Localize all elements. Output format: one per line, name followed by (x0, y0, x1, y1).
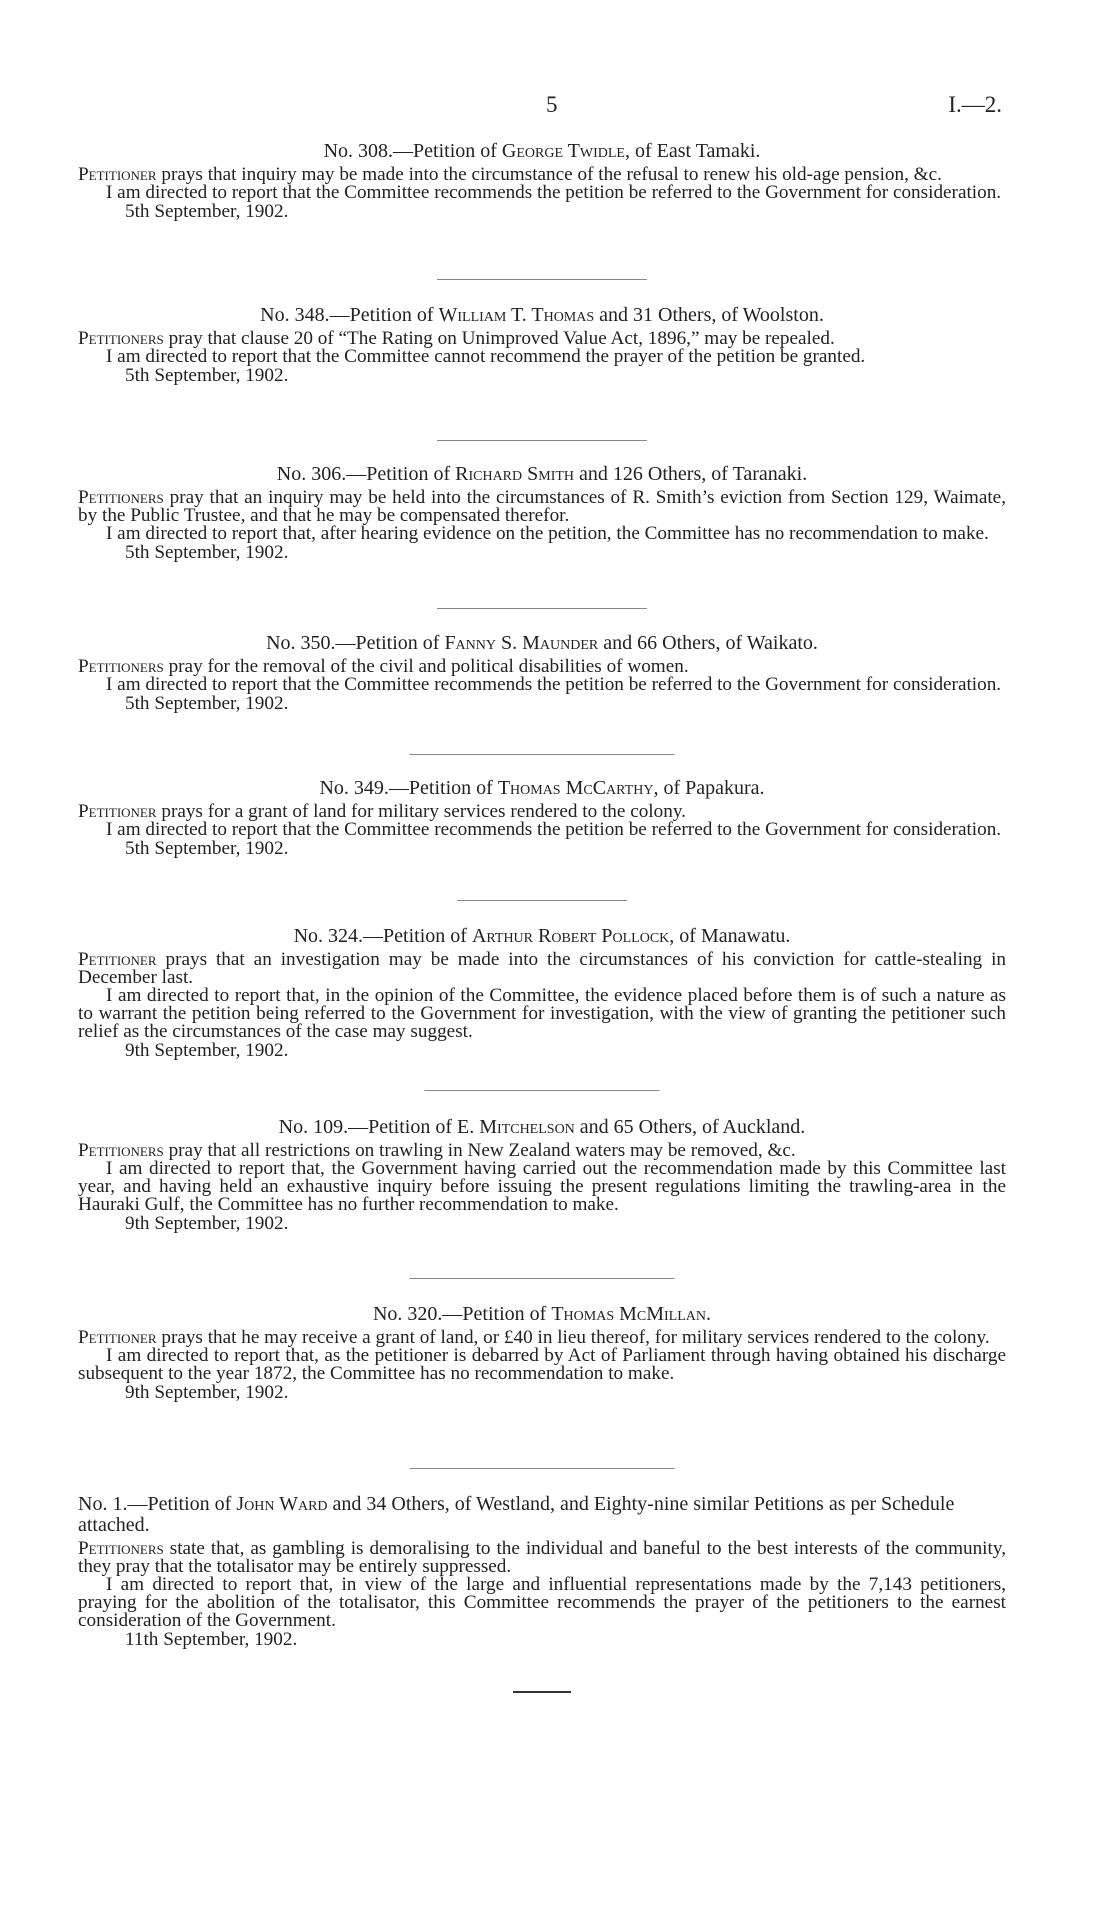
section-divider (437, 279, 647, 280)
petitioner-name: Thomas McMillan (551, 1303, 707, 1325)
petition-prayer: Petitioner prays that he may receive a grant of land, or £40 in lieu thereof, for military services rendered to the colony. (78, 1327, 990, 1348)
petition-entry (78, 1494, 1006, 1649)
petition-heading: No. 350.—Petition of Fanny S. Maunder and 66 Others, of Waikato. (266, 632, 818, 654)
petition-entry (78, 778, 1006, 858)
committee-report: I am directed to report that, the Government having carried out the recommendation made by this Committee last year, and having held an exhaustive inquiry before issuing the present regulations limiting the trawling-area in the Hauraki Gulf, the Committee has no further recommendation to make. (78, 1158, 1006, 1215)
section-divider (425, 1090, 660, 1091)
petition-heading: No. 324.—Petition of Arthur Robert Pollock, of Manawatu. (293, 925, 791, 947)
petition-heading: No. 320.—Petition of Thomas McMillan. (372, 1303, 712, 1325)
petition-heading: No. 308.—Petition of George Twidle, of East Tamaki. (323, 140, 761, 162)
petition-prayer: Petitioner prays that an investigation may be made into the circumstances of his conviction for cattle-stealing in December last. (78, 949, 1006, 988)
committee-report: I am directed to report that, as the petitioner is debarred by Act of Parliament through having obtained his discharge subsequent to the year 1872, the Committee has no recommendation to make. (78, 1345, 1006, 1384)
petition-prayer: Petitioner prays that inquiry may be made into the circumstance of the refusal to renew his old-age pension, &c. (78, 164, 942, 185)
petition-heading: No. 1.—Petition of John Ward and 34 Others, of Westland, and Eighty-nine similar Petitions as per Schedule attached. (78, 1493, 955, 1536)
petitioner-name: E. Mitchelson (457, 1116, 575, 1138)
petitioner-name: Thomas McCarthy (497, 777, 654, 799)
petition-heading: No. 306.—Petition of Richard Smith and 126 Others, of Taranaki. (276, 463, 808, 485)
petition-entry (78, 305, 1006, 385)
petition-prayer: Petitioners state that, as gambling is demoralising to the individual and baneful to the best interests of the community, they pray that the totalisator may be entirely suppressed. (78, 1538, 1006, 1577)
petition-heading: No. 349.—Petition of Thomas McCarthy, of Papakura. (319, 777, 765, 799)
petition-entry (78, 1117, 1006, 1233)
section-divider (410, 1468, 675, 1469)
document-page (78, 0, 1006, 1913)
petitioner-name: Fanny S. Maunder (444, 632, 599, 654)
petitioner-name: George Twidle (501, 140, 625, 162)
petition-heading: No. 348.—Petition of William T. Thomas and 31 Others, of Woolston. (260, 304, 824, 326)
end-rule (513, 1691, 571, 1693)
committee-report: I am directed to report that the Committee recommends the petition be referred to the Government for consideration. (106, 182, 1002, 203)
report-date: 5th September, 1902. (125, 542, 289, 563)
petition-entry (78, 633, 1006, 713)
committee-report: I am directed to report that the Committee cannot recommend the prayer of the petition be granted. (106, 346, 866, 367)
page-number: 5 (546, 92, 558, 117)
report-date: 9th September, 1902. (125, 1213, 289, 1234)
petitioner-name: John Ward (236, 1493, 328, 1515)
committee-report: I am directed to report that, in view of the large and influential representations made by the 7,143 petitioners, praying for the abolition of the totalisator, this Committee recommends the prayer of the petitioners to the earnest consideration of the Government. (78, 1574, 1006, 1631)
petition-entry (78, 1304, 1006, 1402)
petition-entry (78, 141, 1006, 221)
petitioner-name: William T. Thomas (438, 304, 595, 326)
petition-prayer: Petitioners pray that all restrictions on trawling in New Zealand waters may be removed, &c. (78, 1140, 796, 1161)
report-date: 5th September, 1902. (125, 838, 289, 859)
section-divider (437, 440, 647, 441)
committee-report: I am directed to report that the Committee recommends the petition be referred to the Government for consideration. (106, 674, 1002, 695)
section-divider (410, 1278, 675, 1279)
section-divider (437, 608, 647, 609)
report-date: 5th September, 1902. (125, 365, 289, 386)
document-reference: I.—2. (948, 92, 1002, 117)
committee-report: I am directed to report that, after hearing evidence on the petition, the Committee has no recommendation to make. (106, 523, 989, 544)
petitioner-name: Arthur Robert Pollock (471, 925, 670, 947)
section-divider (410, 754, 675, 755)
report-date: 9th September, 1902. (125, 1040, 289, 1061)
petition-prayer: Petitioners pray that clause 20 of “The Rating on Unimproved Value Act, 1896,” may be repealed. (78, 328, 835, 349)
report-date: 5th September, 1902. (125, 693, 289, 714)
petition-prayer: Petitioners pray that an inquiry may be held into the circumstances of R. Smith’s eviction from Section 129, Waimate, by the Public Trustee, and that he may be compensated therefor. (78, 487, 1006, 526)
committee-report: I am directed to report that the Committee recommends the petition be referred to the Government for consideration. (106, 819, 1002, 840)
report-date: 5th September, 1902. (125, 201, 289, 222)
section-divider (457, 900, 627, 901)
petition-heading: No. 109.—Petition of E. Mitchelson and 65 Others, of Auckland. (278, 1116, 806, 1138)
petition-entry (78, 926, 1006, 1060)
petition-entry (78, 464, 1006, 562)
committee-report: I am directed to report that, in the opinion of the Committee, the evidence placed before them is of such a nature as to warrant the petition being referred to the Government for investigation, with the view of granting the petitioner such relief as the circumstances of the case may suggest. (78, 985, 1006, 1042)
petition-prayer: Petitioner prays for a grant of land for military services rendered to the colony. (78, 801, 686, 822)
report-date: 11th September, 1902. (125, 1629, 298, 1650)
petitioner-name: Richard Smith (455, 463, 575, 485)
petition-prayer: Petitioners pray for the removal of the civil and political disabilities of women. (78, 656, 689, 677)
report-date: 9th September, 1902. (125, 1382, 289, 1403)
